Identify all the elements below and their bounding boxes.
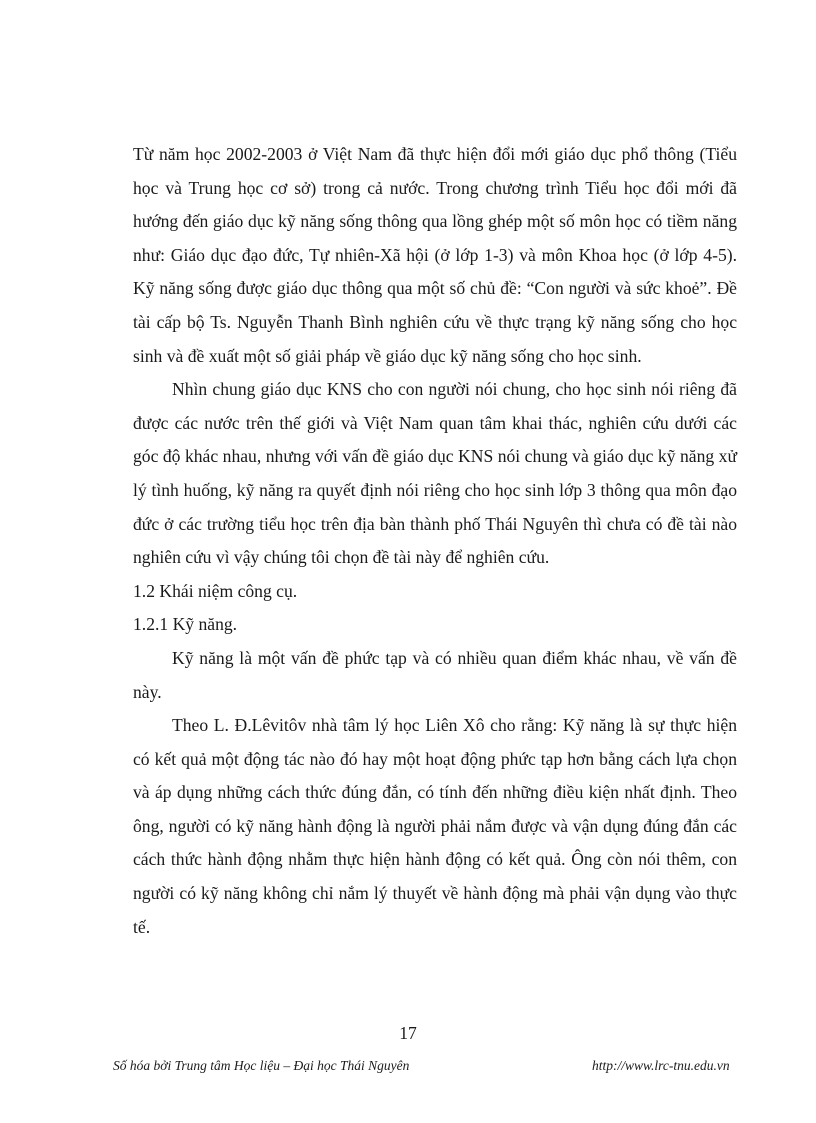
footer-url[interactable]: http://www.lrc-tnu.edu.vn	[592, 1058, 730, 1073]
page-body	[133, 138, 737, 944]
section-heading-1-2-1: 1.2.1 Kỹ năng.	[133, 614, 238, 635]
section-heading-1-2: 1.2 Khái niệm công cụ.	[133, 580, 298, 601]
paragraph-2: Nhìn chung giáo dục KNS cho con người nói chung, cho học sinh nói riêng đã được các nước trên thế giới và Việt Nam quan tâm khai thác, nghiên cứu dưới các góc độ khác nhau, nhưng với vấn đề giáo dục KNS nói chung và giáo dục kỹ năng xử lý tình huống, kỹ năng ra quyết định nói riêng cho học sinh lớp 3 thông qua môn đạo đức ở các trường tiểu học trên địa bàn thành phố Thái Nguyên thì chưa có đề tài nào nghiên cứu vì vậy chúng tôi chọn đề tài này để nghiên cứu.	[133, 379, 737, 568]
paragraph-1: Từ năm học 2002-2003 ở Việt Nam đã thực hiện đổi mới giáo dục phổ thông (Tiểu học và Trung học cơ sở) trong cả nước. Trong chương trình Tiểu học đổi mới đã hướng đến giáo dục kỹ năng sống thông qua lồng ghép một số môn học có tiềm năng như: Giáo dục đạo đức, Tự nhiên-Xã hội (ở lớp 1-3) và môn Khoa học (ở lớp 4-5). Kỹ năng sống được giáo dục thông qua một số chủ đề: “Con người và sức khoẻ”. Đề tài cấp bộ Ts. Nguyễn Thanh Bình nghiên cứu về thực trạng kỹ năng sống cho học sinh và đề xuất một số giải pháp về giáo dục kỹ năng sống cho học sinh.	[133, 144, 737, 366]
paragraph-4: Theo L. Đ.Lêvitôv nhà tâm lý học Liên Xô cho rằng: Kỹ năng là sự thực hiện có kết quả một động tác nào đó hay một hoạt động phức tạp hơn bằng cách lựa chọn và áp dụng những cách thức đúng đắn, có tính đến những điều kiện nhất định. Theo ông, người có kỹ năng hành động là người phải nắm được và vận dụng đúng đắn các cách thức hành động nhằm thực hiện hành động có kết quả. Ông còn nói thêm, con người có kỹ năng không chỉ nắm lý thuyết về hành động mà phải vận dụng vào thực tế.	[133, 715, 737, 937]
page-number: 17	[399, 1023, 417, 1043]
footer-source-credit: Số hóa bởi Trung tâm Học liệu – Đại học Thái Nguyên	[113, 1058, 410, 1073]
paragraph-3: Kỹ năng là một vấn đề phức tạp và có nhiều quan điểm khác nhau, về vấn đề này.	[133, 647, 737, 702]
